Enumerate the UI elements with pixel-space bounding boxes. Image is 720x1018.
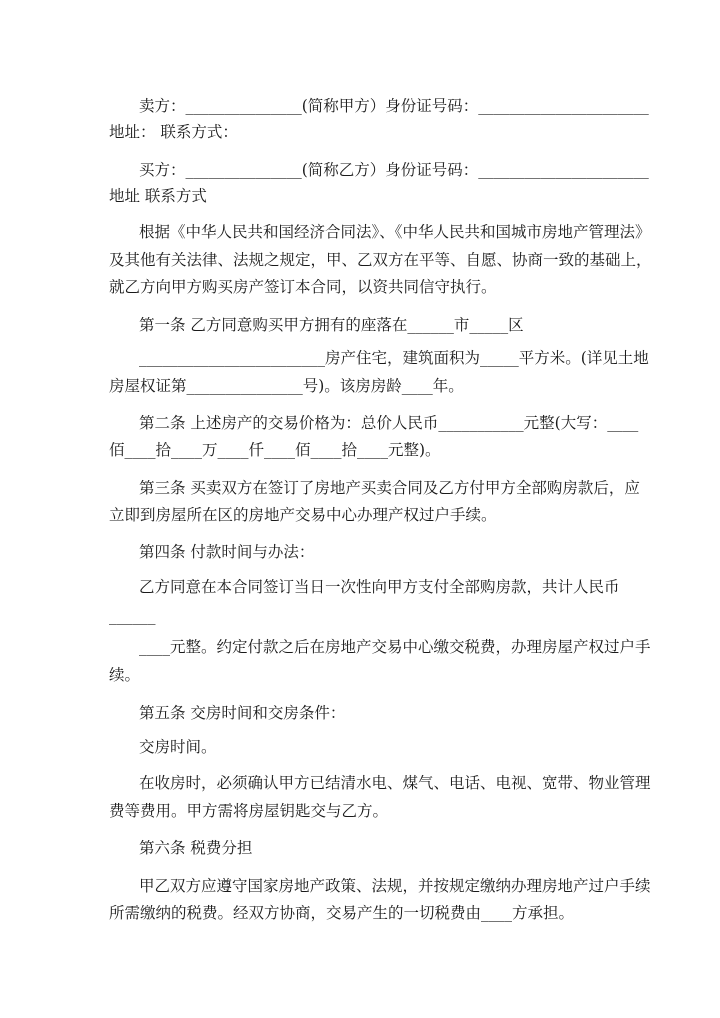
article5-line-2: 费等费用。甲方需将房屋钥匙交与乙方。	[109, 802, 389, 820]
article4-line-1: 乙方同意在本合同签订当日一次性向甲方支付全部购房款，共计人民币	[139, 578, 620, 596]
article2-line-1: 第二条 上述房产的交易价格为：总价人民币___________元整(大写：____	[139, 414, 639, 432]
article6-title: 第六条 税费分担	[139, 839, 253, 857]
article4-line-4: 续。	[109, 666, 141, 684]
preamble-line-1: 根据《中华人民共和国经济合同法》、《中华人民共和国城市房地产管理法》	[139, 223, 651, 241]
article1-line-1: 第一条 乙方同意购买甲方拥有的座落在______市_____区	[139, 316, 524, 334]
preamble-line-3: 就乙方向甲方购买房产签订本合同，以资共同信守执行。	[109, 278, 497, 296]
article5-time: 交房时间。	[139, 738, 217, 756]
article6-line-1: 甲乙双方应遵守国家房地产政策、法规，并按规定缴纳办理房地产过户手续	[139, 877, 651, 895]
article4-line-2: ______	[109, 607, 156, 625]
article2-line-2: 佰____拾____万____仟____佰____拾____元整)。	[109, 441, 441, 459]
article6-line-2: 所需缴纳的税费。经双方协商，交易产生的一切税费由____方承担。	[109, 904, 575, 922]
buyer-address-line: 地址 联系方式	[109, 187, 207, 205]
article5-line-1: 在收房时，必须确认甲方已结清水电、煤气、电话、电视、宽带、物业管理	[139, 774, 651, 792]
article1-line-3: 房屋权证第_______________号)。该房房龄____年。	[109, 377, 464, 395]
article3-line-2: 立即到房屋所在区的房地产交易中心办理产权过户手续。	[109, 506, 497, 524]
buyer-line: 买方：_______________(简称乙方）身份证号码：______________________	[139, 161, 649, 179]
article3-line-1: 第三条 买卖双方在签订了房地产买卖合同及乙方付甲方全部购房款后，应	[139, 479, 640, 497]
article5-title: 第五条 交房时间和交房条件：	[139, 704, 346, 722]
article4-line-3: ____元整。约定付款之后在房地产交易中心缴交税费，办理房屋产权过户手	[139, 638, 651, 656]
preamble-line-2: 及其他有关法律、法规之规定，甲、乙双方在平等、自愿、协商一致的基础上，	[109, 251, 652, 269]
article1-line-2: ________________________房产住宅，建筑面积为_____平方米。(详见土地	[139, 349, 649, 367]
article4-title: 第四条 付款时间与办法：	[139, 543, 315, 561]
seller-line: 卖方：_______________(简称甲方）身份证号码：______________________	[139, 97, 649, 115]
seller-address-line: 地址： 联系方式：	[109, 123, 238, 141]
